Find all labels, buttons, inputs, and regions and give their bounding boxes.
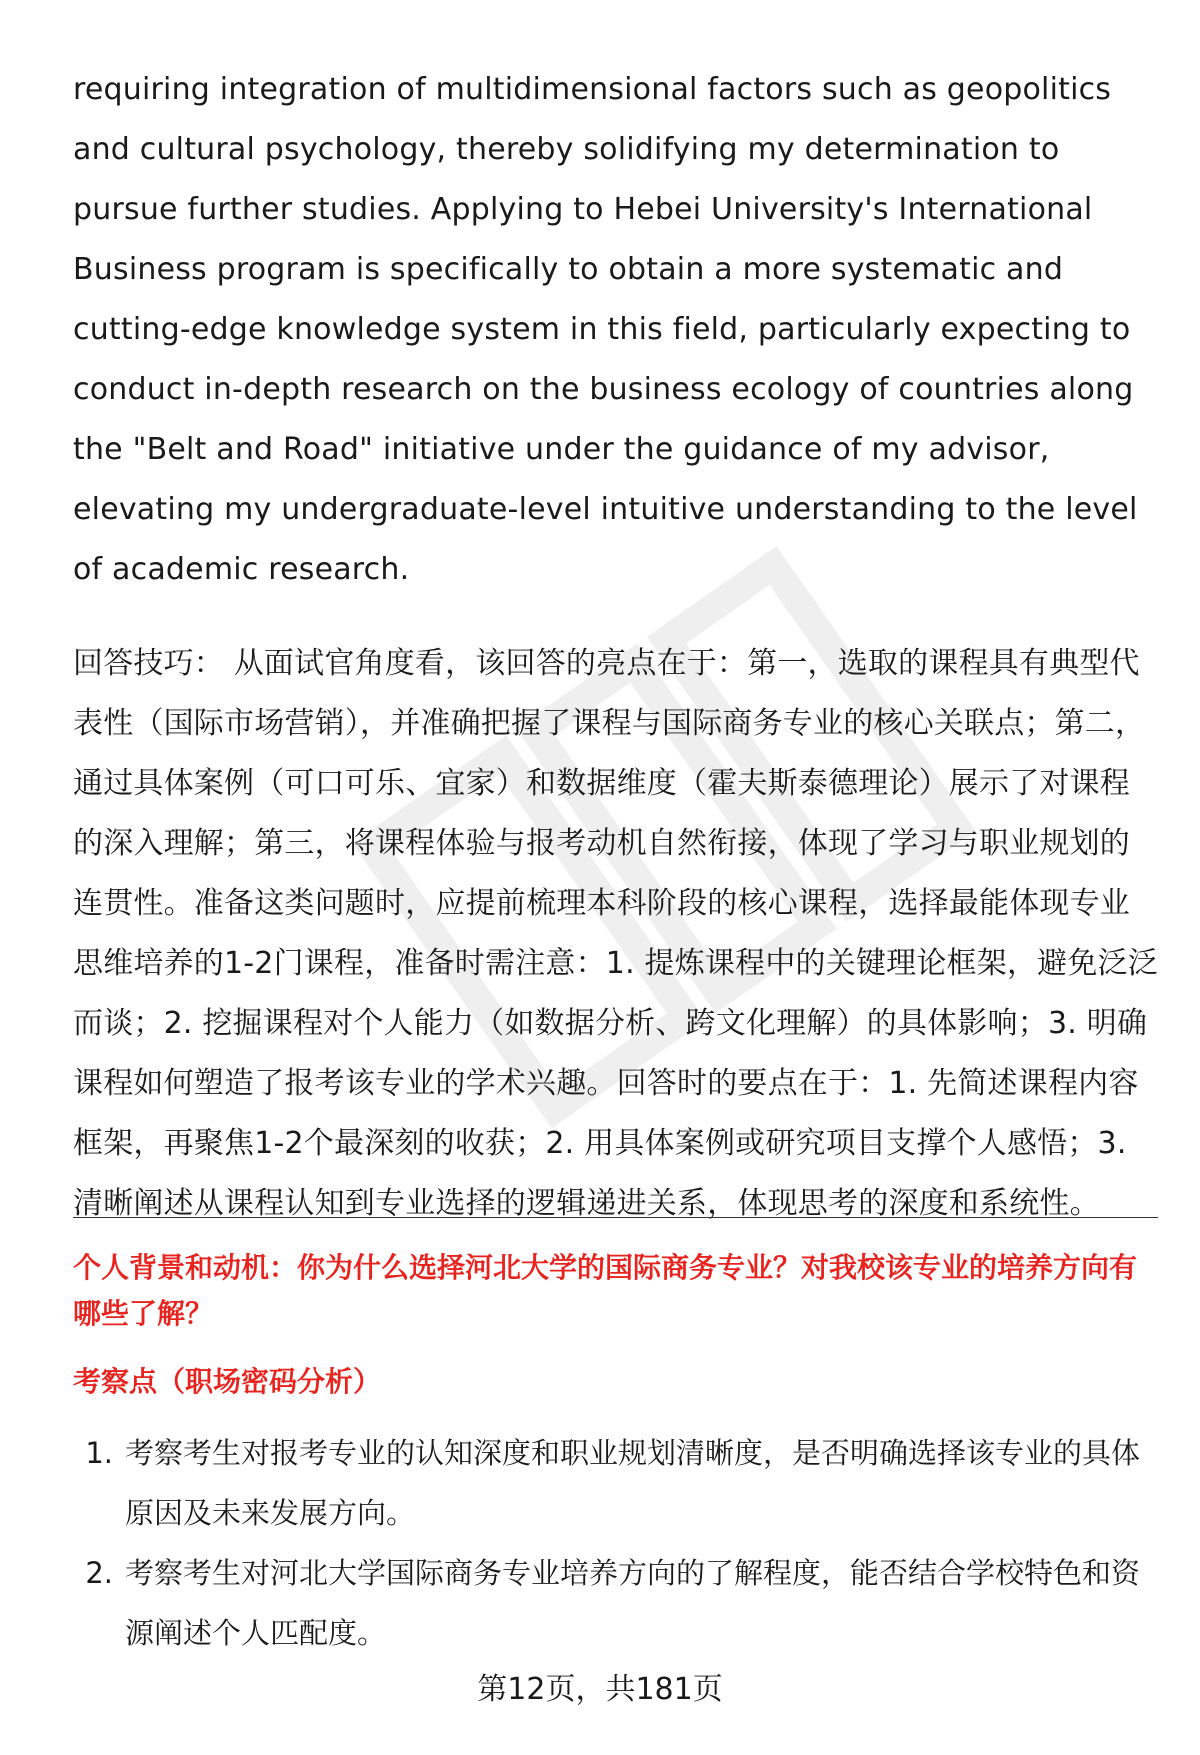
page-number-footer: 第12页，共181页 [477, 1672, 723, 1707]
list-item-number: 2. [85, 1556, 113, 1590]
list-item-text: 考察考生对报考专业的认知深度和职业规划清晰度，是否明确选择该专业的具体原因及未来发展方向。 [125, 1436, 1141, 1530]
answer-paragraph-english: requiring integration of multidimensional factors such as geopolitics and cultural psychology, thereby solidifying my determination to pursue further studies. Applying to Hebei University's International Business program is specifically to obtain a more systematic and cutting-edge knowledge system in this field, particularly expecting to conduct in-depth research on the business ecology of countries along the "Belt and Road" initiative under the guidance of my advisor, elevating my undergraduate-level intuitive understanding to the level of academic research. [73, 72, 1138, 587]
document-body [73, 60, 1158, 1234]
question-heading: 个人背景和动机：你为什么选择河北大学的国际商务专业？对我校该专业的培养方向有哪些了解？ [73, 1251, 1138, 1330]
spacer [73, 600, 1158, 634]
list-item [85, 1543, 1158, 1663]
section-divider [73, 1217, 1158, 1218]
list-item-text: 考察考生对河北大学国际商务专业培养方向的了解程度，能否结合学校特色和资源阐述个人匹配度。 [125, 1556, 1141, 1650]
answer-tips-paragraph: 回答技巧： 从面试官角度看，该回答的亮点在于：第一，选取的课程具有典型代表性（国际市场营销），并准确把握了课程与国际商务专业的核心关联点；第二，通过具体案例（可口可乐、宜家）和数据维度（霍夫斯泰德理论）展示了对课程的深入理解；第三，将课程体验与报考动机自然衔接，体现了学习与职业规划的连贯性。准备这类问题时，应提前梳理本科阶段的核心课程，选择最能体现专业思维培养的1-2门课程，准备时需注意：1. 提炼课程中的关键理论框架，避免泛泛而谈；2. 挖掘课程对个人能力（如数据分析、跨文化理解）的具体影响；3. 明确课程如何塑造了报考该专业的学术兴趣。回答时的要点在于：1. 先简述课程内容框架，再聚焦1-2个最深刻的收获；2. 用具体案例或研究项目支撑个人感悟；3. 清晰阐述从课程认知到专业选择的逻辑递进关系，体现思考的深度和系统性。 [73, 646, 1158, 1221]
assessment-subheading: 考察点（职场密码分析） [73, 1365, 382, 1398]
list-item [85, 1423, 1158, 1543]
assessment-points-list [73, 1423, 1158, 1663]
question-section [73, 1245, 1158, 1663]
list-item-number: 1. [85, 1436, 113, 1470]
